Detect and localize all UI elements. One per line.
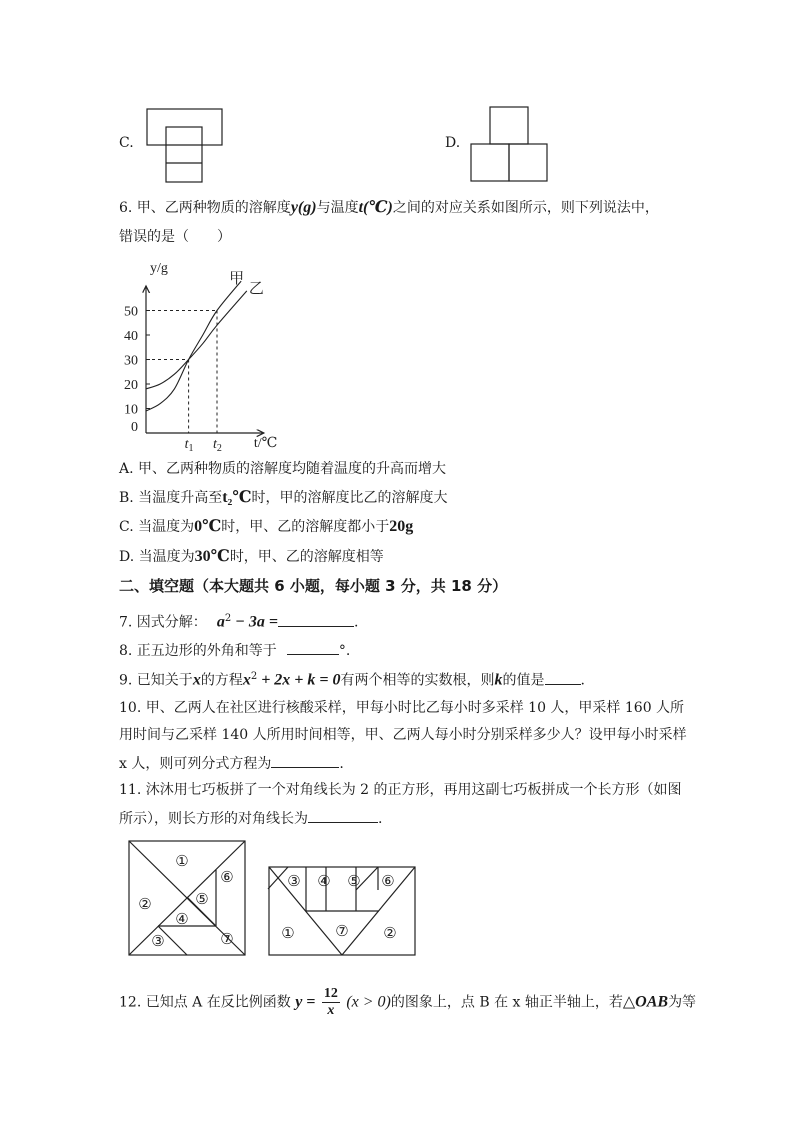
q8-answer-blank[interactable]	[287, 640, 339, 655]
rect-piece-label: ①	[281, 926, 295, 942]
option-c-label: C.	[119, 135, 134, 151]
q6-option-b-prefix: B. 当温度升高至	[119, 490, 223, 506]
series-line-1	[146, 281, 241, 411]
q6-option-c-symbol: 0℃	[194, 518, 222, 535]
q10-line3	[119, 753, 344, 773]
q6-t-symbol: t(℃)	[358, 199, 393, 216]
y-axis-label: y/g	[150, 261, 168, 276]
x-axis-label: t/℃	[253, 436, 278, 451]
q9-end: .	[580, 672, 585, 689]
q6-option-d-symbol: 30℃	[194, 548, 230, 565]
q10-end: .	[339, 756, 344, 772]
q9-answer-blank[interactable]	[545, 670, 581, 685]
q12-func-cond: (x > 0)	[346, 993, 391, 1011]
q11-line2-text: 所示），则长方形的对角线长为	[119, 811, 308, 827]
series-label-2: 乙	[248, 280, 264, 297]
rect-piece-label: ③	[287, 874, 301, 890]
option-d-label: D.	[445, 135, 461, 151]
rect-piece-label: ④	[317, 874, 331, 890]
y-tick-label: 30	[124, 353, 138, 369]
q6-option-d-prefix: D. 当温度为	[119, 549, 195, 565]
y-tick-label: 0	[131, 420, 138, 435]
q11-answer-blank[interactable]	[308, 808, 378, 823]
q6-stem-part3: 之间的对应关系如图所示，则下列说法中，	[392, 200, 659, 216]
rect-piece-label: ⑦	[335, 924, 349, 940]
q6-option-c-mid: 时，甲、乙的溶解度都小于	[221, 519, 390, 535]
q6-option-b-symbol: t₂℃	[222, 489, 252, 506]
q10-line3-text: x 人，则可列分式方程为	[119, 756, 272, 772]
solubility-chart	[110, 258, 350, 454]
q6-option-c-value: 20g	[389, 518, 414, 535]
section2-title: 二、填空题（本大题共 6 小题，每小题 3 分，共 18 分）	[119, 577, 508, 595]
q9-mid1: 的方程	[200, 672, 243, 689]
q6-option-d	[119, 548, 384, 566]
q9-eq-rest: + 2x + k = 0	[257, 671, 341, 689]
q9-mid3: 的值是	[502, 672, 545, 689]
y-tick-label: 50	[124, 304, 138, 320]
q9-eq-x: x	[242, 671, 251, 689]
y-tick-label: 10	[124, 402, 138, 418]
series-label-1: 甲	[229, 271, 245, 288]
q12-triangle: △OAB	[622, 993, 669, 1011]
q7-text: 7. 因式分解：	[119, 614, 207, 631]
square-piece-label: ①	[175, 854, 189, 870]
q11-line2	[119, 808, 382, 828]
option-c-figure	[146, 108, 226, 186]
q7-answer-blank[interactable]	[278, 612, 354, 627]
q12-func-y: y =	[295, 993, 316, 1011]
q10-answer-blank[interactable]	[271, 753, 339, 768]
square-piece-label: ②	[138, 897, 152, 913]
square-piece-label: ⑤	[195, 892, 209, 908]
q9-k: k	[494, 671, 503, 689]
q8	[119, 640, 350, 660]
y-tick-label: 20	[124, 378, 138, 393]
y-tick-label: 40	[124, 329, 138, 344]
q12-fraction	[322, 986, 340, 1019]
q12-func-den: x	[327, 1003, 335, 1018]
q11-end: .	[378, 811, 383, 827]
series-line-2	[146, 291, 247, 389]
q7-expr-exp: 2	[224, 613, 232, 624]
option-d-figure	[470, 106, 550, 184]
rect-piece-label: ②	[383, 926, 397, 942]
q12	[119, 986, 696, 1019]
q6-option-b-suffix: 时，甲的溶解度比乙的溶解度大	[251, 490, 448, 506]
q12-end: 为等	[668, 994, 697, 1011]
q12-suffix: 的图象上，点 B 在 x 轴正半轴上，若	[390, 994, 623, 1011]
q9-prefix: 9. 已知关于	[119, 672, 193, 689]
square-piece-label: ③	[151, 934, 165, 950]
q6-y-symbol: y(g)	[290, 199, 317, 216]
q9	[119, 668, 585, 690]
q12-prefix: 12. 已知点 A 在反比例函数	[119, 994, 291, 1011]
square-piece-label: ⑦	[220, 932, 234, 948]
q6-stem	[119, 199, 659, 217]
q7-expr-base: a	[216, 613, 225, 631]
tangram-rectangle	[268, 866, 418, 958]
q10-line1: 10. 甲、乙两人在社区进行核酸采样，甲每小时比乙每小时多采样 10 人，甲采样 160 人所	[119, 700, 685, 716]
q6-option-d-suffix: 时，甲、乙的溶解度相等	[229, 549, 384, 565]
q12-func-num: 12	[323, 986, 338, 1001]
rect-piece-label: ⑥	[381, 874, 395, 890]
q11-line1: 11. 沐沐用七巧板拼了一个对角线长为 2 的正方形，再用这副七巧板拼成一个长方形（如图	[119, 782, 682, 798]
x-tick-label: $t_1$	[184, 437, 194, 454]
q7-end: .	[354, 614, 359, 631]
q10-line2: 用时间与乙采样 140 人所用时间相等，甲、乙两人每小时分别采样多少人？设甲每小时采样	[119, 727, 687, 743]
q7-expr-rest: − 3a =	[231, 613, 278, 631]
q6-option-c	[119, 518, 413, 536]
q9-var: x	[192, 671, 201, 689]
tangram-square	[128, 840, 248, 958]
q8-end: °.	[338, 643, 351, 659]
q9-eq-exp: 2	[250, 671, 258, 682]
q6-option-c-prefix: C. 当温度为	[119, 519, 195, 535]
q6-option-a: A. 甲、乙两种物质的溶解度均随着温度的升高而增大	[119, 461, 447, 477]
q6-stem-part2: 与温度	[316, 200, 359, 216]
q7	[119, 610, 358, 632]
q6-stem-line2: 错误的是（ ）	[119, 229, 231, 245]
q8-text: 8. 正五边形的外角和等于	[119, 643, 277, 659]
square-piece-label: ④	[175, 912, 189, 928]
q6-stem-part1: 6. 甲、乙两种物质的溶解度	[119, 200, 291, 216]
square-piece-label: ⑥	[220, 870, 234, 886]
q6-option-b	[119, 489, 448, 507]
rect-piece-label: ⑤	[347, 874, 361, 890]
x-tick-label: $t_2$	[213, 437, 222, 454]
q9-mid2: 有两个相等的实数根，则	[340, 672, 495, 689]
